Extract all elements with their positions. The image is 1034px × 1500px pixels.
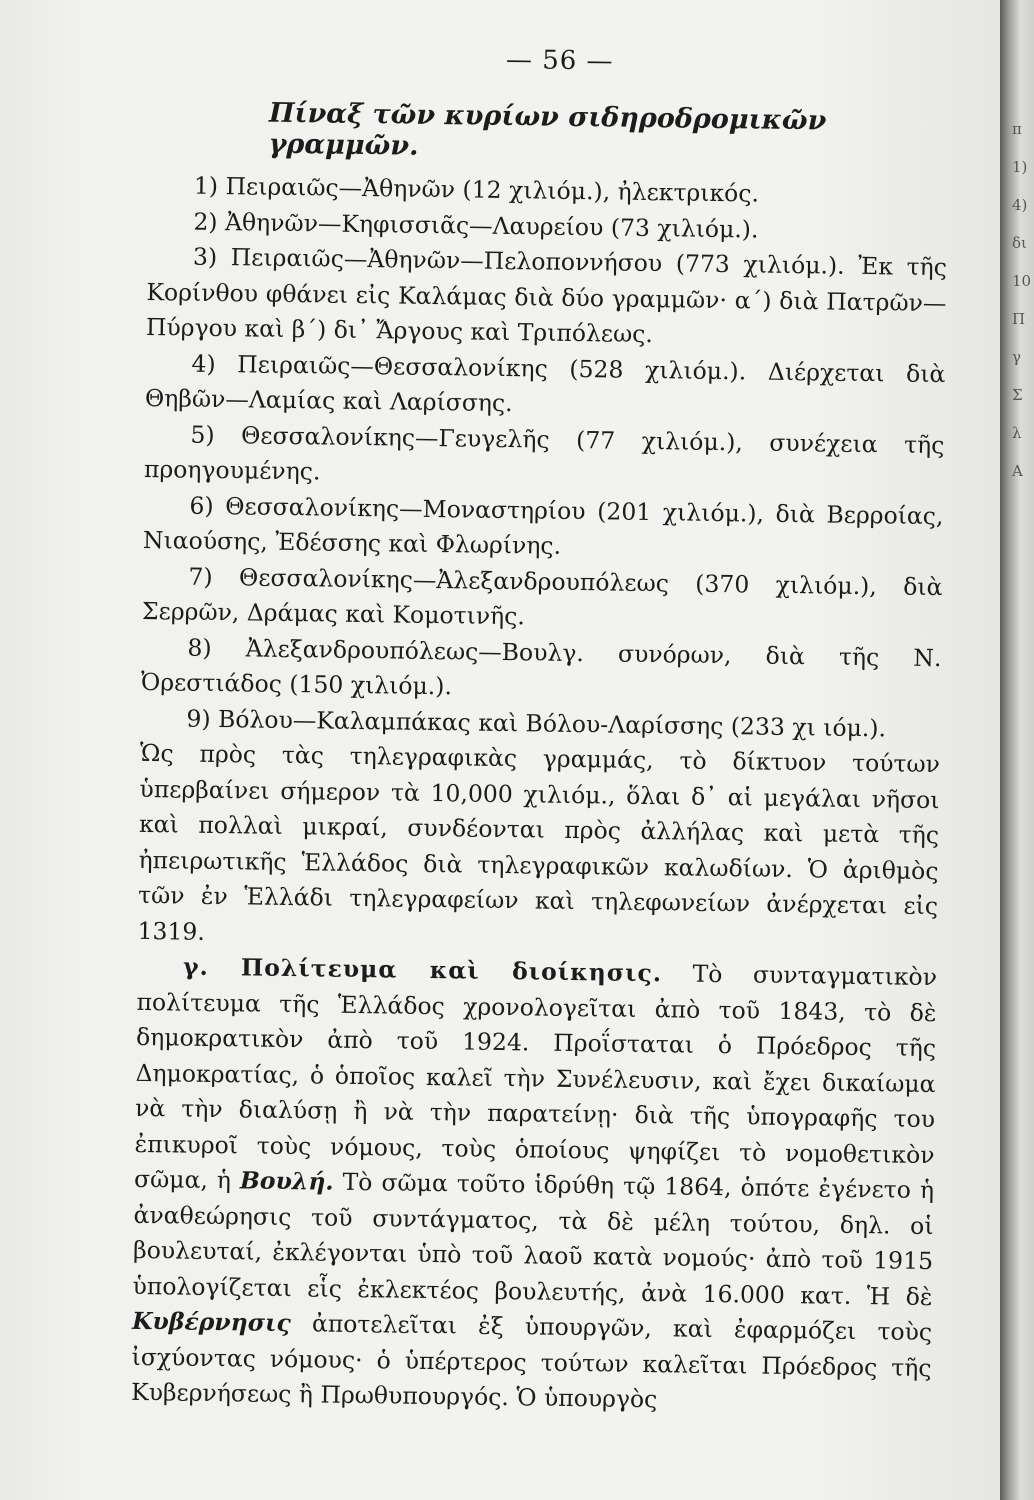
table-title: Πίναξ τῶν κυρίων σιδηροδρομικῶν γραμμῶν. bbox=[268, 97, 827, 162]
railway-line-6: 6) Θεσσαλονίκης—Μοναστηρίου (201 χιλιόμ.), διὰ Βερροίας, Νιαούσης, Ἐδέσσης καὶ Φλωρίνης. bbox=[142, 491, 944, 560]
edge-mark: 10 bbox=[1012, 272, 1032, 290]
railway-line-7: 7) Θεσσαλονίκης—Ἀλεξανδρουπόλεως (370 χιλιόμ.), διὰ Σερρῶν, Δράμας καὶ Κομοτινῆς. bbox=[141, 562, 943, 631]
edge-mark: Α bbox=[1012, 462, 1023, 480]
term-vouli: Βουλή. bbox=[239, 1166, 334, 1196]
edge-mark: 4) bbox=[1012, 196, 1028, 214]
section-heading: γ. Πολίτευμα καὶ διοίκησις. bbox=[182, 952, 663, 988]
railway-line-8: 8) Ἀλεξανδρουπόλεως—Βουλγ. συνόρων, διὰ τῆς Ν. Ὀρεστιάδος (150 χιλιόμ.). bbox=[140, 633, 942, 701]
edge-mark: Π bbox=[1012, 310, 1026, 328]
edge-mark: π bbox=[1012, 120, 1022, 138]
government-paragraph bbox=[131, 949, 937, 1422]
page-number: — 56 — bbox=[505, 44, 614, 77]
section-text-2: Τὸ σῶμα τοῦτο ἱδρύθη τῷ 1864, ὁπότε ἐγένετο ἡ ἀναθεώρησις τοῦ συντάγματος, τὰ δὲ μέλη τούτου, δηλ. οἱ βουλευταί, ἐκλέγονται ὑπὸ τοῦ λαοῦ κατὰ νομούς· ἀπὸ τοῦ 1915 ὑπολογίζεται εἷς ἐκλεκτέος βουλευτής, ἀνὰ 16.000 κατ. Ἡ δὲ bbox=[132, 1167, 935, 1311]
section-text-1: Τὸ συνταγματικὸν πολίτευμα τῆς Ἑλλάδος χρονολογεῖται ἀπὸ τοῦ 1843, τὸ δὲ δημοκρατικὸν ἀπὸ τοῦ 1924. Προΐσταται ὁ Πρόεδρος τῆς Δημοκρατίας, ὁ ὁποῖος καλεῖ τὴν Συνέλευσιν, καὶ ἔχει δικαίωμα νὰ τὴν διαλύσῃ ἢ νὰ τὴν παρατείνῃ· διὰ τῆς ὑπογραφῆς του ἐπικυροῖ τοὺς νόμους, τοὺς ὁποίους ψηφίζει τὸ νομοθετικὸν σῶμα, ἡ bbox=[133, 959, 938, 1195]
page-text bbox=[131, 40, 950, 1422]
railway-line-4: 4) Πειραιῶς—Θεσσαλονίκης (528 χιλιόμ.). Διέρχεται διὰ Θηβῶν—Λαμίας καὶ Λαρίσσης. bbox=[144, 349, 946, 418]
railway-line-9: 9) Βόλου—Καλαμπάκας καὶ Βόλου-Λαρίσσης (233 χι ιόμ.). bbox=[186, 704, 887, 742]
railway-line-5: 5) Θεσσαλονίκης—Γευγελῆς (77 χιλιόμ.), συνέχεια τῆς προηγουμένης. bbox=[143, 420, 945, 486]
edge-mark: λ bbox=[1012, 424, 1022, 442]
edge-mark: γ bbox=[1012, 348, 1021, 366]
edge-mark: δι bbox=[1012, 234, 1027, 252]
railway-line-2: 2) Ἀθηνῶν—Κηφισσιᾶς—Λαυρείου (73 χιλιόμ.). bbox=[193, 207, 759, 244]
telegraph-paragraph: Ὡς πρὸς τὰς τηλεγραφικὰς γραμμάς, τὸ δίκτυον τούτων ὑπερβαίνει σήμερον τὰ 10,000 χιλιόμ., ὅλαι δ᾽ αἱ μεγάλαι νῆσοι καὶ πολλαὶ μικραί, συνδέονται πρὸς ἀλλήλας καὶ μετὰ τῆς ἠπειρωτικῆς Ἑλλάδος διὰ τηλεγραφικῶν καλωδίων. Ὁ ἀριθμὸς τῶν ἐν Ἑλλάδι τηλεγραφείων καὶ τηλεφωνείων ἀνέρχεται εἰς 1319. bbox=[137, 738, 941, 946]
railway-line-1: 1) Πειραιῶς—Ἀθηνῶν (12 χιλιόμ.), ἠλεκτρικός. bbox=[193, 171, 760, 208]
edge-mark: Σ bbox=[1012, 386, 1023, 404]
term-kyvernisis: Κυβέρνησις bbox=[131, 1306, 291, 1338]
facing-page-marks bbox=[1012, 110, 1034, 490]
railway-line-3: 3) Πειραιῶς—Ἀθηνῶν—Πελοποννήσου (773 χιλιόμ.). Ἐκ τῆς Κορίνθου φθάνει εἰς Καλάμας διὰ δύο γραμμῶν· α΄) διὰ Πατρῶν—Πύργου καὶ β΄) δι᾽ Ἄργους καὶ Τριπόλεως. bbox=[145, 242, 948, 349]
section-text-3: ἀποτελεῖται ἐξ ὑπουργῶν, καὶ ἐφαρμόζει τοὺς ἰσχύοντας νόμους· ὁ ὑπέρτερος τούτων καλεῖται Πρόεδρος τῆς Κυβερνήσεως ἢ Πρωθυπουργός. Ὁ ὑπουργὸς bbox=[130, 1309, 933, 1414]
edge-mark: 1) bbox=[1012, 158, 1028, 176]
